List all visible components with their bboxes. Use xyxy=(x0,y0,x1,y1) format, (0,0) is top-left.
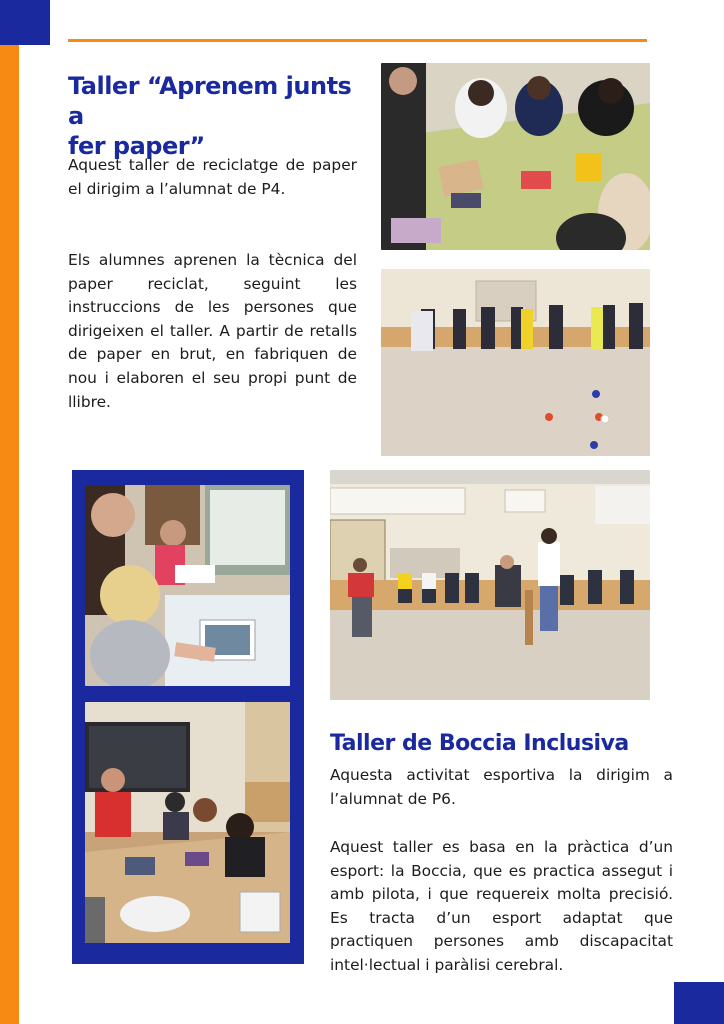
left-accent-bar xyxy=(0,45,19,1024)
workshop2-title: Taller de Boccia Inclusiva xyxy=(330,731,629,756)
photo-paper-making-tub xyxy=(85,485,290,686)
workshop1-paragraph1: Aquest taller de reciclatge de paper el dirigim a l’alumnat de P4. xyxy=(68,156,357,198)
workshop1-title-line2: fer paper” xyxy=(68,132,205,160)
photo-paper-workshop-classroom xyxy=(85,702,290,943)
workshop1-title xyxy=(68,71,368,161)
workshop2-paragraph2: Aquest taller es basa en la pràctica d’un esport: la Boccia, que es practica assegut i amb pilota, i que requereix molta precisió. Es tracta d’un esport adaptat que practiquen persones amb discapacitat intel·lectual i paràlisi cerebral. xyxy=(330,838,673,974)
workshop2-paragraph1: Aquesta activitat esportiva la dirigim a l’alumnat de P6. xyxy=(330,766,673,808)
corner-block-top-left xyxy=(0,0,50,45)
workshop1-paragraph2: Els alumnes aprenen la tècnica del paper reciclat, seguint les instruccions de les persones que dirigeixen el taller. A partir de retalls de paper en brut, en fabriquen de nou i elaboren el seu propi punt de llibre. xyxy=(68,251,357,411)
photo-boccia-gym xyxy=(381,269,650,456)
top-divider xyxy=(68,39,647,42)
photo-boccia-instructor xyxy=(330,470,650,700)
workshop1-title-line1: Taller “Aprenem junts a xyxy=(68,72,352,130)
corner-block-bottom-right xyxy=(674,982,724,1024)
photo-paper-workshop-table xyxy=(381,63,650,250)
